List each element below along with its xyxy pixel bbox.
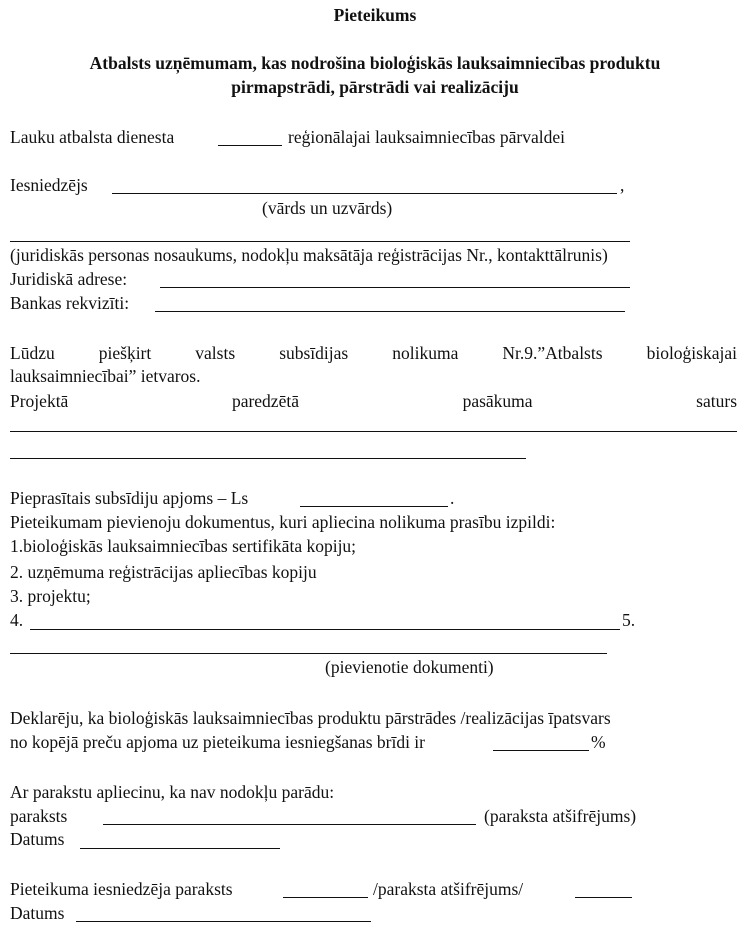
date-field[interactable] (80, 848, 280, 849)
request-word: valsts (195, 343, 236, 363)
project-line (10, 391, 737, 412)
applicant-decode-field[interactable] (575, 897, 632, 898)
project-word: saturs (696, 391, 737, 411)
subtitle-line-1: Atbalsts uzņēmumam, kas nodrošina bioloģiskās lauksaimniecības produktu (89, 53, 661, 73)
amount-end: . (450, 488, 455, 508)
applicant-signature-field[interactable] (283, 897, 368, 898)
declaration-line-1: Deklarēju, ka bioloģiskās lauksaimniecības produktu pārstrādes /realizācijas īpatsvars (10, 708, 611, 728)
request-line-1 (10, 343, 737, 364)
attachment-item: 3. projektu; (10, 586, 91, 606)
applicant-name-field[interactable] (112, 193, 617, 194)
request-word: Lūdzu (10, 343, 55, 363)
attachment-item: 1.bioloģiskās lauksaimniecības sertifikāta kopiju; (10, 536, 357, 556)
date-label: Datums (10, 829, 65, 849)
item4-field[interactable] (30, 629, 620, 630)
request-word: nolikuma (392, 343, 459, 363)
office-prefix: Lauku atbalsta dienesta (10, 127, 175, 147)
applicant-signature-label: Pieteikuma iesniedzēja paraksts (10, 879, 233, 899)
address-field[interactable] (160, 287, 630, 288)
subtitle-line-2: pirmapstrādi, pārstrādi vai realizāciju (231, 77, 519, 97)
applicant-label: Iesniedzējs (10, 175, 88, 195)
project-word: pasākuma (462, 391, 533, 411)
item4-label: 4. (10, 610, 24, 630)
project-word: Projektā (10, 391, 69, 411)
declaration-line-2: no kopējā preču apjoma uz pieteikuma iesniegšanas brīdi ir (10, 732, 426, 752)
request-word: piešķirt (98, 343, 152, 363)
percentage-field[interactable] (493, 750, 589, 751)
project-word: paredzētā (231, 391, 299, 411)
bank-field[interactable] (155, 311, 625, 312)
final-date-field[interactable] (76, 921, 371, 922)
project-field-1[interactable] (10, 431, 737, 432)
office-blank[interactable] (218, 145, 282, 146)
final-date-label: Datums (10, 903, 65, 923)
signature-field[interactable] (103, 824, 476, 825)
applicant-decode-label: /paraksta atšifrējums/ (373, 879, 524, 899)
request-word: subsīdijas (279, 343, 349, 363)
legal-entity-field[interactable] (10, 241, 630, 242)
project-field-2[interactable] (10, 458, 526, 459)
amount-label: Pieprasītais subsīdiju apjoms – Ls (10, 488, 249, 508)
request-line-2: lauksaimniecībai” ietvaros. (10, 366, 201, 386)
bank-label: Bankas rekvizīti: (10, 293, 130, 313)
attached-intro: Pieteikumam pievienoju dokumentus, kuri apliecina nolikuma prasību izpildi: (10, 512, 556, 532)
page-title: Pieteikums (333, 5, 417, 25)
signature-decode-label: (paraksta atšifrējums) (484, 806, 637, 826)
item5-label: 5. (622, 610, 636, 630)
address-label: Juridiskā adrese: (10, 269, 128, 289)
signature-label: paraksts (10, 806, 68, 826)
request-word: Nr.9.”Atbalsts (502, 343, 603, 363)
attachment-item: 2. uzņēmuma reģistrācijas apliecības kopiju (10, 562, 317, 582)
office-suffix: reģionālajai lauksaimniecības pārvaldei (288, 127, 565, 147)
legal-entity-hint: (juridiskās personas nosaukums, nodokļu maksātāja reģistrācijas Nr., kontakttālrunis) (10, 245, 608, 265)
attached-docs-field[interactable] (10, 653, 607, 654)
percent-unit: % (591, 732, 606, 752)
applicant-hint: (vārds un uzvārds) (262, 198, 393, 218)
no-debt-statement: Ar parakstu apliecinu, ka nav nodokļu parādu: (10, 782, 335, 802)
attached-hint: (pievienotie dokumenti) (325, 657, 494, 677)
applicant-comma: , (620, 175, 625, 195)
amount-field[interactable] (300, 506, 448, 507)
request-word: bioloģiskajai (646, 343, 737, 363)
